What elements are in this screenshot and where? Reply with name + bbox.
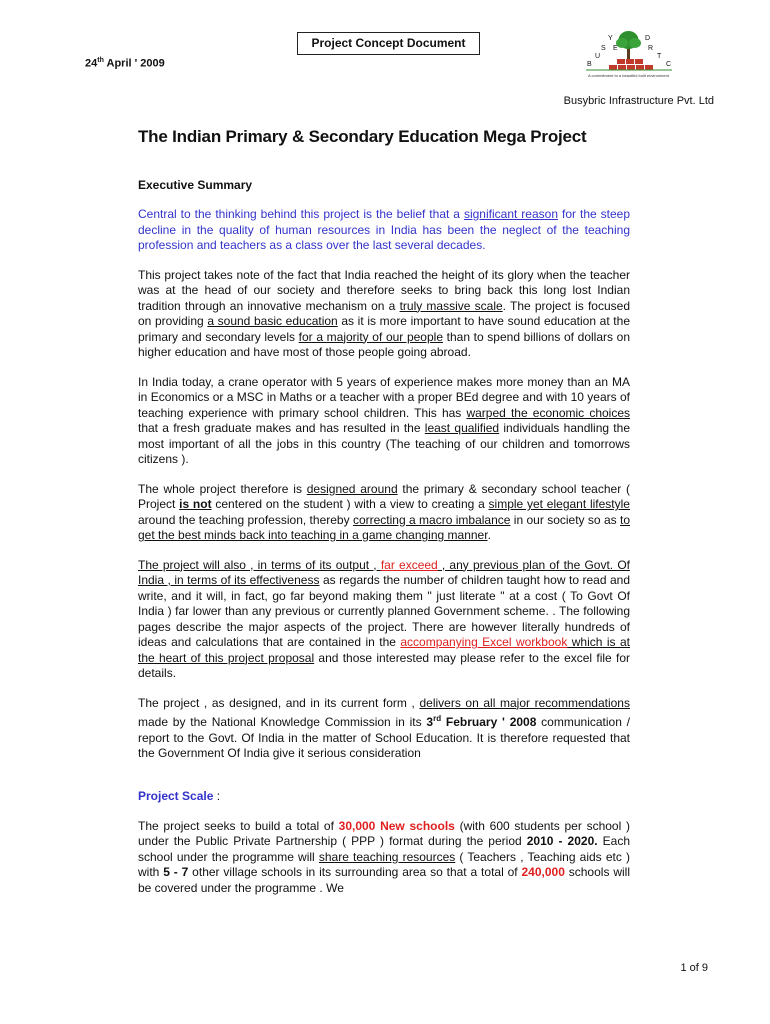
exec-summary-paragraph-1: Central to the thinking behind this project is the belief that a significant reason for the steep decline in the quality of human resources in India has been the neglect of the teaching profession and teachers as a class over the last several decades.	[138, 207, 631, 252]
executive-summary-heading: Executive Summary	[138, 178, 253, 192]
company-name: Busybric Infrastructure Pvt. Ltd	[563, 95, 714, 107]
exec-summary-paragraph-2: This project takes note of the fact that India reached the height of its glory when the teacher was at the head of our society and therefore seeks to bring back this long lost Indian tradition through an innovative mechanism on a truly massive scale. The project is focused on providing a sound basic education as it is more important to have sound education at the primary and secondary levels for a majority of our people than to spend billions of dollars on higher education and have most of those people going abroad.	[138, 267, 630, 359]
exec-summary-paragraph-4: The whole project therefore is designed around the primary & secondary school teacher ( Project is not centered on the student ) with a view to creating a simple yet elegant lifestyle around the teaching profession, thereby correcting a macro imbalance in our society so as to get the best minds back into teaching in a game changing manner.	[138, 481, 630, 542]
document-body	[138, 127, 630, 896]
svg-text:D: D	[645, 35, 651, 42]
document-date: 24th April ' 2009	[85, 57, 165, 70]
tree-icon	[616, 31, 641, 60]
svg-text:U: U	[595, 53, 601, 60]
svg-text:Y: Y	[608, 35, 613, 42]
document-title: The Indian Primary & Secondary Education Mega Project	[138, 127, 587, 146]
exec-summary-paragraph-3: In India today, a crane operator with 5 years of experience makes more money than an MA in Economics or a MSC in Maths or a teacher with a proper BEd degree and with 10 years of teaching experience with primary school children. This has warped the economic choices that a fresh graduate makes and has resulted in the least qualified individuals handling the most important of all the jobs in this country (The teaching of our children and tomorrows citizens ).	[138, 374, 631, 466]
logo-tagline: A commitment to a beautiful built environment	[588, 73, 669, 78]
project-scale-paragraph-1: The project seeks to build a total of 30,000 New schools (with 600 students per school ) under the Public Private Partnership ( PPP ) format during the period 2010 - 2020. Each school under the programme will share teaching resources ( Teachers , Teaching aids etc ) with 5 - 7 other village schools in its surrounding area so that a total of 240,000 schools will be covered under the programme . We	[138, 818, 631, 895]
svg-text:T: T	[657, 53, 662, 60]
svg-text:S: S	[601, 45, 606, 52]
project-scale-heading: Project Scale :	[138, 788, 221, 803]
page-number: 1 of 9	[680, 962, 708, 974]
brick-pyramid-icon	[609, 59, 653, 70]
exec-summary-paragraph-6: The project , as designed, and in its current form , delivers on all major recommendations made by the National Knowledge Commission in its 3rd February ' 2008 communication / report to the Govt. Of India in the matter of School Education. It is therefore requested that the Government Of India give it serious consideration	[138, 695, 630, 760]
svg-text:B: B	[587, 61, 592, 68]
document-type-box: Project Concept Document	[297, 32, 480, 55]
svg-text:E: E	[613, 45, 618, 52]
svg-text:R: R	[648, 45, 654, 52]
svg-text:C: C	[666, 61, 672, 68]
exec-summary-paragraph-5: The project will also , in terms of its output , far exceed , any previous plan of the Govt. Of India , in terms of its effectiveness as regards the number of children taught how to read and write, and it will, in fact, go far beyond making them " just literate " at a cost ( To Govt Of India ) far lower than any previous or currently planned Government scheme. . The following pages describe the major aspects of the project. There are however literally hundreds of ideas and calculations that are contained in the accompanying Excel workbook which is at the heart of this project proposal and those interested may please refer to the excel file for details.	[138, 557, 631, 680]
